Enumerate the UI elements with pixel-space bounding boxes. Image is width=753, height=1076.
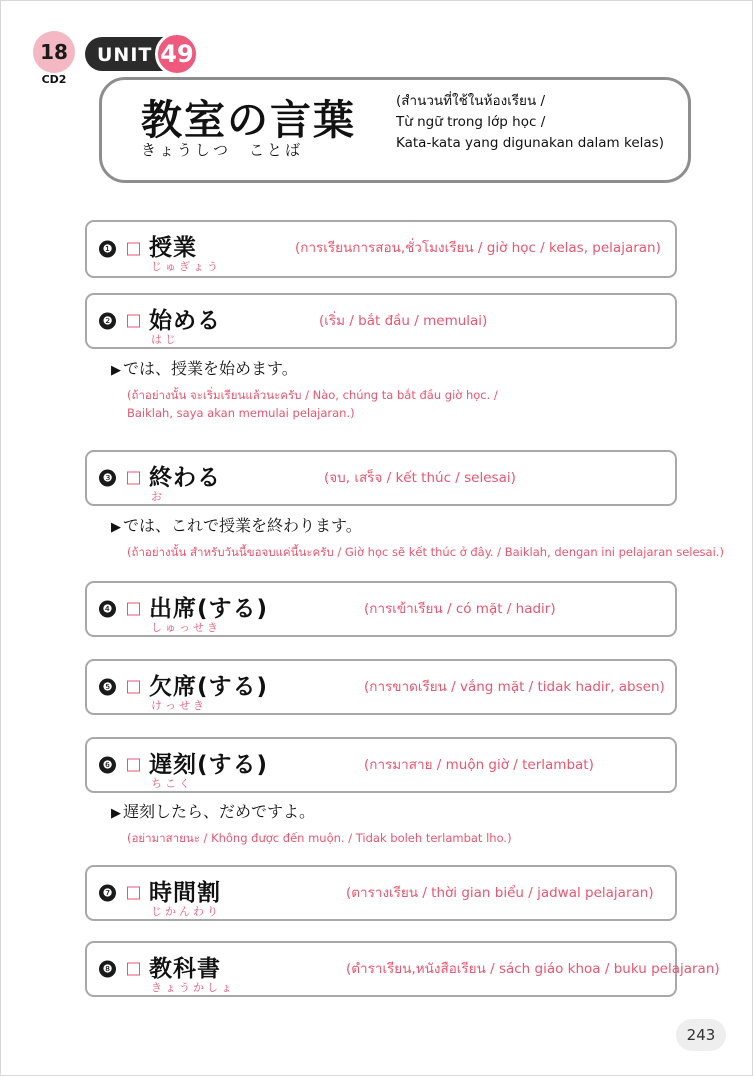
entry-meaning: (จบ, เสร็จ / kết thúc / selesai): [324, 470, 516, 486]
title-translation-line: (สำนวนที่ใช้ในห้องเรียน /: [396, 93, 546, 109]
entry-furigana: はじ: [151, 333, 179, 346]
example-translation-line: Baiklah, saya akan memulai pelajaran.): [127, 406, 355, 420]
vocab-entry: [85, 293, 677, 349]
entry-meaning: (การเรียนการสอน,ชั่วโมงเรียน / giờ học / kelas, pelajaran): [295, 240, 661, 256]
entry-furigana: じかんわり: [151, 905, 221, 918]
example-translation: [127, 829, 512, 847]
example-translation: [127, 543, 724, 561]
entry-meaning: (การขาดเรียน / vắng mặt / tidak hadir, absen): [364, 679, 665, 695]
entry-furigana: けっせき: [151, 699, 207, 712]
vocab-entry: [85, 581, 677, 637]
entry-number: ❺: [99, 679, 116, 696]
entry-checkbox[interactable]: [127, 681, 140, 694]
vocab-entry: [85, 659, 677, 715]
example-translation-line: (อย่ามาสายนะ / Không được đến muộn. / Tidak boleh terlambat lho.): [127, 831, 512, 845]
example-translation-line: (ถ้าอย่างนั้น สำหรับวันนี้ขอจบแค่นี้นะครับ / Giờ học sẽ kết thúc ở đây. / Baiklah, dengan ini pelajaran selesai.): [127, 545, 724, 559]
vocab-entry: [85, 865, 677, 921]
vocab-entry: [85, 737, 677, 793]
example-text: では、授業を始めます。: [123, 359, 298, 378]
title-translation-line: Kata-kata yang digunakan dalam kelas): [396, 135, 664, 151]
entry-checkbox[interactable]: [127, 315, 140, 328]
entry-number: ❷: [99, 313, 116, 330]
unit-number: 49: [155, 32, 199, 76]
entry-checkbox[interactable]: [127, 603, 140, 616]
vocab-entry: [85, 450, 677, 506]
entry-word: 欠席(する): [149, 674, 269, 700]
entry-number: ❸: [99, 470, 116, 487]
page-title-translations: [396, 91, 686, 154]
entry-number: ❼: [99, 885, 116, 902]
cd-label: CD2: [41, 73, 67, 86]
example-text: では、これで授業を終わります。: [123, 516, 362, 535]
entry-checkbox[interactable]: [127, 472, 140, 485]
cd-track-badge: 18: [33, 31, 75, 73]
vocab-entry: [85, 941, 720, 997]
page-header: [1, 1, 753, 201]
entry-word: 終わる: [149, 465, 221, 491]
example-text: 遅刻したら、だめですよ。: [123, 802, 316, 821]
example-sentence: [111, 356, 298, 379]
page-number: 243: [676, 1019, 726, 1051]
entry-number: ❹: [99, 601, 116, 618]
arrow-icon: ▶: [111, 806, 121, 821]
entry-checkbox[interactable]: [127, 963, 140, 976]
entry-word: 授業: [149, 235, 197, 261]
entry-word: 時間割: [149, 880, 221, 906]
example-translation-line: (ถ้าอย่างนั้น จะเริ่มเรียนแล้วนะครับ / Nào, chúng ta bắt đầu giờ học. /: [127, 388, 498, 402]
arrow-icon: ▶: [111, 520, 121, 535]
title-translation-line: Từ ngữ trong lớp học /: [396, 114, 546, 130]
entry-meaning: (การมาสาย / muộn giờ / terlambat): [364, 757, 594, 773]
entry-number: ❶: [99, 241, 116, 258]
entry-meaning: (ตำราเรียน,หนังสือเรียน / sách giáo khoa / buku pelajaran): [346, 961, 720, 977]
page-title: 教室の言葉: [141, 96, 356, 144]
arrow-icon: ▶: [111, 363, 121, 378]
entry-number: ❻: [99, 757, 116, 774]
example-translation: [127, 386, 498, 422]
entry-word: 教科書: [149, 956, 221, 982]
entry-furigana: ちこく: [151, 777, 193, 790]
entry-checkbox[interactable]: [127, 243, 140, 256]
entry-meaning: (เริ่ม / bắt đầu / memulai): [319, 313, 488, 329]
unit-label: UNIT: [97, 44, 153, 66]
entry-meaning: (การเข้าเรียน / có mặt / hadir): [364, 601, 556, 617]
entry-word: 始める: [149, 308, 221, 334]
entry-checkbox[interactable]: [127, 759, 140, 772]
entry-furigana: じゅぎょう: [151, 260, 221, 273]
page-title-furigana: きょうしつ ことば: [141, 141, 304, 159]
example-sentence: [111, 513, 362, 536]
entry-furigana: きょうかしょ: [151, 981, 235, 994]
entry-checkbox[interactable]: [127, 887, 140, 900]
entry-number: ❽: [99, 961, 116, 978]
vocab-entry: [85, 220, 677, 278]
entry-furigana: お: [151, 490, 165, 503]
entry-furigana: しゅっせき: [151, 621, 221, 634]
entry-word: 出席(する): [149, 596, 269, 622]
entry-word: 遅刻(する): [149, 752, 269, 778]
entry-meaning: (ตารางเรียน / thời gian biểu / jadwal pelajaran): [346, 885, 654, 901]
example-sentence: [111, 799, 315, 822]
